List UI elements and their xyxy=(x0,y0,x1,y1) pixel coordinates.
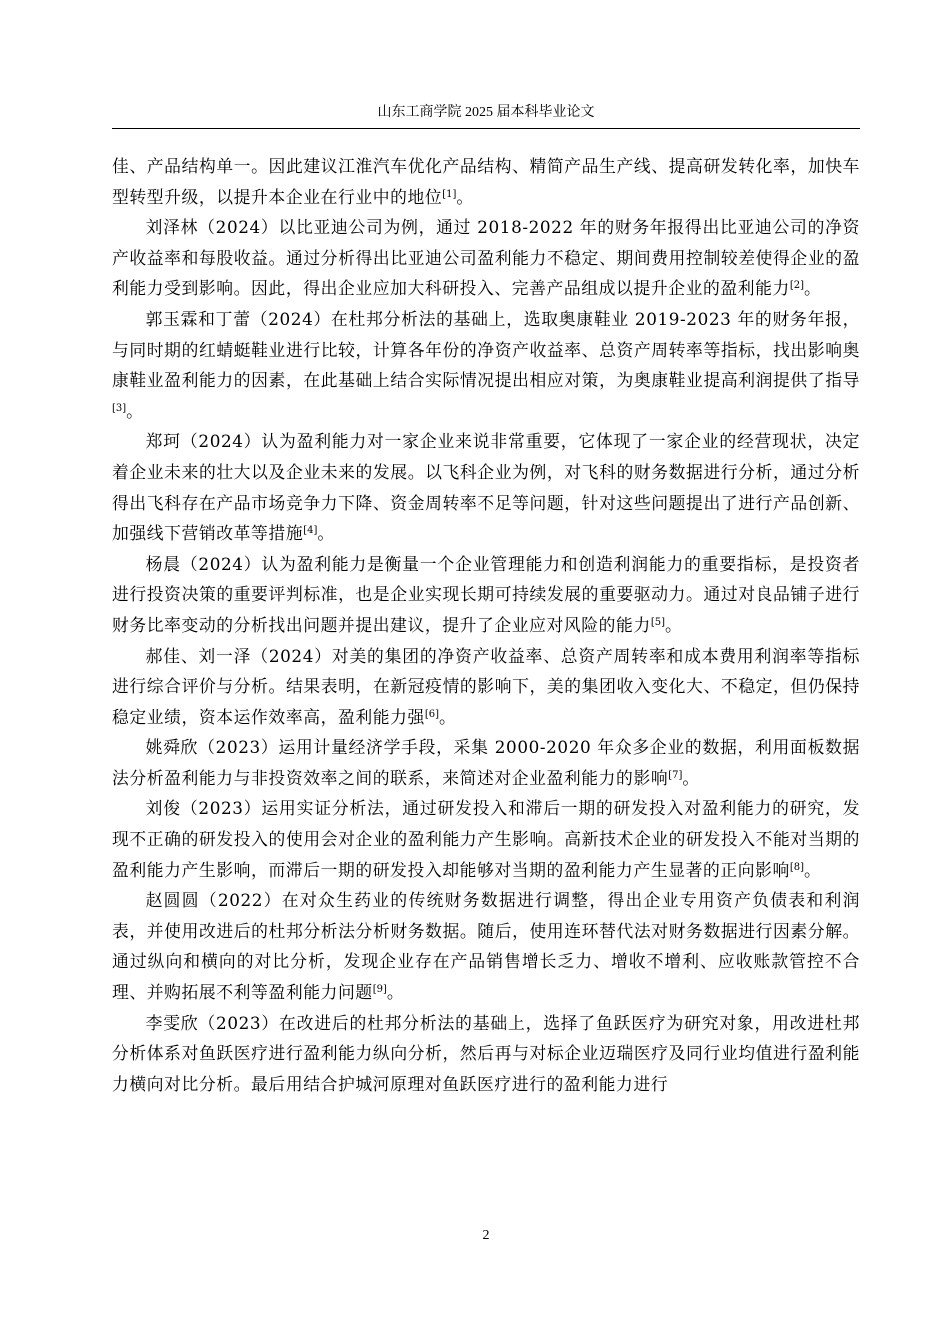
paragraph-text: 刘泽林（2024）以比亚迪公司为例，通过 2018-2022 年的财务年报得出比亚迪公司的净资产收益率和每股收益。通过分析得出比亚迪公司盈利能力不稳定、期间费用控制较差使得企业的盈利能力受到影响。因此，得出企业应加大科研投入、完善产品组成以提升企业的盈利能力 xyxy=(112,217,860,299)
paragraph-tail: 。 xyxy=(317,523,335,544)
paragraph xyxy=(112,1008,860,1100)
header-rule xyxy=(112,128,860,129)
citation-ref: [5] xyxy=(650,616,665,628)
paragraph xyxy=(112,793,860,885)
paragraph-tail: 。 xyxy=(456,186,474,207)
page-number: 2 xyxy=(482,1228,490,1243)
paragraph-text: 杨晨（2024）认为盈利能力是衡量一个企业管理能力和创造利润能力的重要指标，是投资者进行投资决策的重要评判标准，也是企业实现长期可持续发展的重要驱动力。通过对良品铺子进行财务比率变动的分析找出问题并提出建议，提升了企业应对风险的能力 xyxy=(112,553,860,635)
paragraph-tail: 。 xyxy=(665,614,683,635)
paragraph-tail: 。 xyxy=(804,278,822,299)
paragraph-tail: 。 xyxy=(439,706,457,727)
paragraph-continued xyxy=(112,151,860,212)
body-text xyxy=(112,151,860,1099)
citation-ref: [2] xyxy=(789,280,805,292)
citation-ref: [9] xyxy=(372,984,387,996)
citation-ref: [6] xyxy=(424,708,440,720)
paragraph-tail: 。 xyxy=(804,859,822,880)
citation-ref: [4] xyxy=(303,525,318,537)
paragraph-tail: 。 xyxy=(682,767,700,788)
paragraph-text: 郝佳、刘一泽（2024）对美的集团的净资产收益率、总资产周转率和成本费用利润率等指标进行综合评价与分析。结果表明，在新冠疫情的影响下，美的集团收入变化大、不稳定，但仍保持稳定业绩，资本运作效率高，盈利能力强 xyxy=(112,645,860,727)
paragraph xyxy=(112,212,860,304)
citation-ref: [8] xyxy=(789,861,805,873)
citation-ref: [7] xyxy=(668,769,683,781)
paragraph xyxy=(112,426,860,548)
paragraph-text: 郑珂（2024）认为盈利能力对一家企业来说非常重要，它体现了一家企业的经营现状，决定着企业未来的壮大以及企业未来的发展。以飞科企业为例，对飞科的财务数据进行分析，通过分析得出飞科存在产品市场竞争力下降、资金周转率不足等问题，针对这些问题提出了进行产品创新、加强线下营销改革等措施 xyxy=(112,431,860,544)
paragraph-text: 刘俊（2023）运用实证分析法，通过研发投入和滞后一期的研发投入对盈利能力的研究，发现不正确的研发投入的使用会对企业的盈利能力产生影响。高新技术企业的研发投入不能对当期的盈利能力产生影响，而滞后一期的研发投入却能够对当期的盈利能力产生显著的正向影响 xyxy=(112,798,860,880)
citation-ref: [1] xyxy=(442,188,457,200)
paragraph xyxy=(112,885,860,1007)
paragraph-text: 李雯欣（2023）在改进后的杜邦分析法的基础上，选择了鱼跃医疗为研究对象，用改进杜邦分析体系对鱼跃医疗进行盈利能力纵向分析，然后再与对标企业迈瑞医疗及同行业均值进行盈利能力横向对比分析。最后用结合护城河原理对鱼跃医疗进行的盈利能力进行 xyxy=(112,1012,860,1094)
citation-ref: [3] xyxy=(112,402,127,414)
paragraph-text: 赵圆圆（2022）在对众生药业的传统财务数据进行调整，得出企业专用资产负债表和利润表，并使用改进后的杜邦分析法分析财务数据。随后，使用连环替代法对财务数据进行因素分解。通过纵向和横向的对比分析，发现企业存在产品销售增长乏力、增收不增利、应收账款管控不合理、并购拓展不利等盈利能力问题 xyxy=(112,890,860,1003)
running-header: 山东工商学院 2025 届本科毕业论文 xyxy=(377,105,595,120)
paragraph-tail: 。 xyxy=(126,400,144,421)
paragraph-text: 佳、产品结构单一。因此建议江淮汽车优化产品结构、精简产品生产线、提高研发转化率，加快车型转型升级，以提升本企业在行业中的地位 xyxy=(112,156,860,207)
paragraph xyxy=(112,304,860,426)
paragraph-tail: 。 xyxy=(386,982,405,1003)
paragraph xyxy=(112,732,860,793)
paragraph xyxy=(112,641,860,733)
paragraph-text: 姚舜欣（2023）运用计量经济学手段，采集 2000-2020 年众多企业的数据，利用面板数据法分析盈利能力与非投资效率之间的联系，来简述对企业盈利能力的影响 xyxy=(112,737,860,788)
paragraph xyxy=(112,549,860,641)
paragraph-text: 郭玉霖和丁蕾（2024）在杜邦分析法的基础上，选取奥康鞋业 2019-2023 年的财务年报，与同时期的红蜻蜓鞋业进行比较，计算各年份的净资产收益率、总资产周转率等指标，找出影响奥康鞋业盈利能力的因素，在此基础上结合实际情况提出相应对策，为奥康鞋业提高利润提供了指导 xyxy=(112,308,860,391)
